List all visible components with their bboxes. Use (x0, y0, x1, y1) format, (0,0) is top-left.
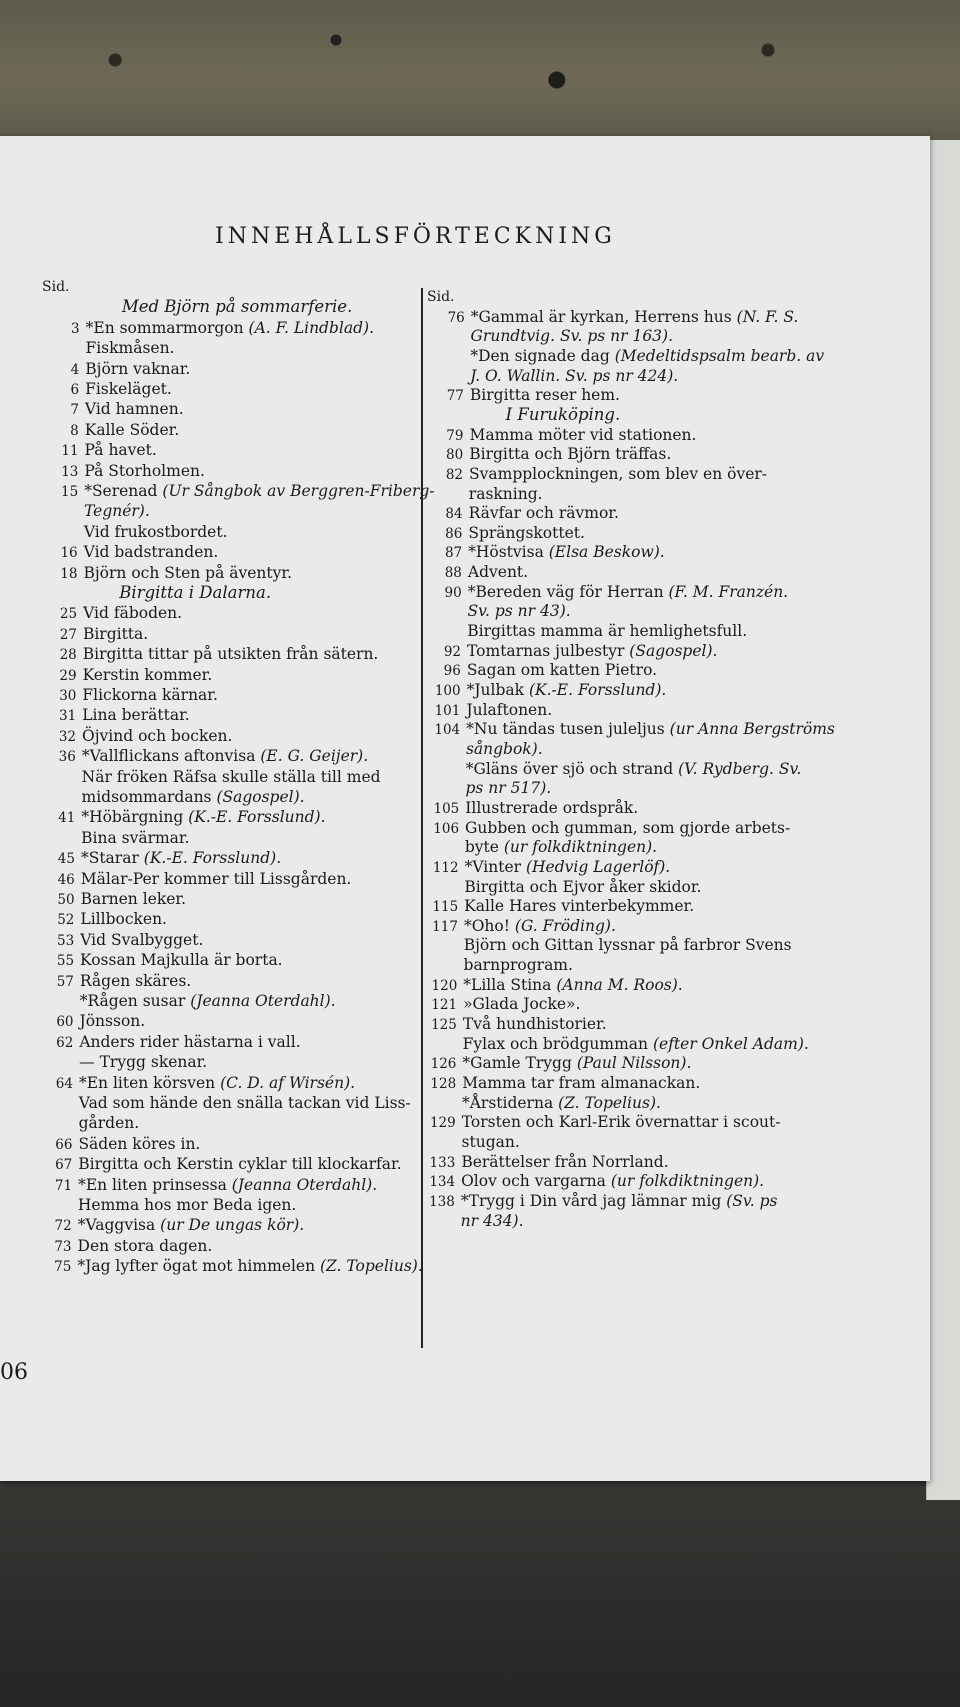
entry-author: (A. F. Lindblad). (243, 318, 374, 337)
entry-author: (K.-E. Forsslund). (524, 681, 667, 699)
toc-entry (50, 462, 205, 481)
toc-entry (48, 727, 232, 746)
entry-author: (ur folkdiktningen). (605, 1172, 765, 1191)
entry-author: Grundtvig. Sv. ps nr 163). (470, 327, 674, 346)
entry-author: (ur folkdiktningen). (498, 838, 658, 857)
entry-title: Bina svärmar. (81, 828, 190, 847)
toc-entry (430, 917, 616, 936)
entry-title: Två hundhistorier. (462, 1015, 607, 1034)
entry-author: (Z. Topelius). (315, 1257, 423, 1276)
entry-title: stugan. (461, 1132, 520, 1151)
page-ref: 32 (58, 728, 77, 745)
entry-title: Säden köres in. (78, 1134, 201, 1153)
entry-title: Vid fäboden. (83, 604, 183, 623)
entry-title: Fiskeläget. (85, 380, 172, 398)
entry-title: *Bereden väg för Herran (467, 582, 664, 601)
page-ref: 4 (70, 361, 80, 378)
entry-author: (C. D. af Wirsén). (215, 1073, 356, 1092)
entry-author: (Jeanna Oterdahl). (226, 1175, 378, 1194)
page-ref: 27 (59, 626, 77, 643)
toc-entry (433, 681, 667, 700)
page-ref: 60 (56, 1014, 74, 1031)
page-ref: 57 (56, 973, 74, 990)
page-ref: 80 (446, 447, 464, 464)
entry-title: midsommardans (81, 788, 212, 806)
entry-author: (Medeltidspsalm bearb. av (609, 346, 825, 365)
entry-title: Rävfar och rävmor. (468, 504, 619, 523)
entry-author: (Hedvig Lagerlöf). (521, 857, 671, 876)
toc-entry (48, 768, 381, 786)
page-ref: 86 (445, 525, 463, 542)
page-ref: 11 (61, 443, 79, 460)
toc-entry (47, 808, 325, 827)
page-ref: 16 (60, 545, 78, 562)
entry-author: (Sagospel). (624, 641, 718, 660)
page-ref: 71 (54, 1177, 73, 1194)
toc-entry (46, 972, 191, 991)
entry-author: ps nr 517). (465, 779, 552, 798)
entry-title: Rågen skäres. (79, 971, 192, 990)
page-ref: 96 (443, 663, 461, 680)
page-ref: 84 (445, 506, 463, 523)
entry-title: Birgitta och Kerstin cyklar till klockarfar. (78, 1155, 402, 1174)
entry-author: (E. G. Geijer). (255, 747, 369, 766)
entry-title: *Höbärgning (81, 808, 184, 827)
toc-entry (437, 308, 799, 327)
entry-title: *En sommarmorgon (85, 318, 244, 337)
entry-title: *Årstiderna (461, 1093, 554, 1112)
toc-entry (434, 563, 528, 582)
page-ref: 128 (430, 1076, 457, 1092)
toc-entry (42, 278, 69, 296)
entry-title: Björn vaknar. (85, 359, 191, 378)
entry-author: (ur De ungas kör). (155, 1216, 305, 1235)
entry-author: (Paul Nilsson). (571, 1054, 692, 1073)
page-ref: 125 (431, 1017, 457, 1034)
next-page-edge (926, 140, 960, 1500)
toc-entry (428, 1094, 661, 1112)
toc-entry (431, 838, 657, 856)
entry-title: »Glada Jocke». (463, 995, 581, 1014)
toc-entry (434, 524, 585, 543)
page-ref: 121 (431, 997, 458, 1014)
toc-entry (435, 465, 767, 484)
page-ref: 92 (443, 643, 462, 660)
page-ref: 77 (446, 388, 464, 405)
toc-entry (429, 976, 682, 995)
page-ref: 53 (57, 932, 75, 949)
entry-title: *Gammal är kyrkan, Herrens hus (470, 307, 732, 326)
toc-entry (49, 645, 379, 664)
page-ref: 45 (57, 851, 75, 868)
entry-title: *Starar (80, 849, 139, 868)
toc-entry (44, 1196, 296, 1214)
toc-entry (431, 799, 638, 818)
toc-entry (430, 897, 694, 916)
page-ref: 138 (429, 1193, 455, 1210)
toc-entry (45, 1114, 140, 1132)
toc-entry (50, 543, 219, 562)
entry-title: Lina berättar. (82, 706, 190, 725)
page-ref: 115 (432, 899, 459, 916)
page-ref: 79 (446, 427, 464, 444)
entry-author: (K.-E. Forsslund). (138, 849, 282, 868)
page-number: 06 (0, 1360, 28, 1385)
toc-entry (49, 604, 182, 623)
toc-entry (431, 819, 790, 838)
page-ref: 90 (444, 584, 462, 601)
entry-title: Birgitta tittar på utsikten från sätern. (82, 645, 379, 664)
page-ref: 8 (70, 422, 79, 439)
toc-entry (432, 760, 802, 778)
entry-title: Kossan Majkulla är borta. (80, 951, 283, 970)
toc-entry (429, 995, 580, 1014)
entry-author: (F. M. Franzén. (663, 582, 789, 601)
toc-entry (432, 740, 543, 758)
entry-title: *Lilla Stina (463, 975, 552, 994)
toc-entry (51, 380, 172, 399)
entry-author: Tegnér). (84, 502, 150, 521)
toc-entry (432, 701, 552, 720)
page-ref: 76 (447, 309, 465, 326)
toc-entry (436, 386, 620, 405)
toc-entry (47, 890, 186, 909)
toc-entry (48, 706, 189, 725)
toc-entry (44, 1135, 200, 1154)
entry-author: (V. Rydberg. Sv. (673, 759, 802, 778)
toc-entry (433, 661, 657, 680)
page-ref: 30 (59, 688, 77, 704)
toc-entry (48, 788, 305, 806)
entry-title: Fylax och brödgumman (462, 1034, 649, 1053)
page-ref: 126 (430, 1056, 457, 1073)
toc-entry (428, 1133, 520, 1151)
page-ref: 72 (54, 1218, 72, 1235)
entry-title: Gubben och gumman, som gjorde arbets- (465, 818, 791, 837)
entry-title: *Serenad (84, 482, 158, 500)
toc-entry (46, 910, 167, 929)
page-ref: 87 (444, 545, 463, 562)
entry-title: Mamma tar fram almanackan. (462, 1074, 701, 1092)
page-ref: 75 (54, 1259, 72, 1276)
entry-author: (N. F. S. (731, 307, 799, 326)
entry-title: Birgitta och Björn träffas. (469, 445, 672, 464)
page-ref: 55 (56, 953, 75, 970)
page-ref: 64 (55, 1075, 73, 1092)
entry-author: (Jeanna Oterdahl). (185, 992, 336, 1010)
page-ref: 28 (59, 647, 77, 664)
entry-title: Birgitta och Ejvor åker skidor. (464, 877, 702, 896)
entry-title: Torsten och Karl-Erik övernattar i scout- (461, 1113, 781, 1132)
toc-entry (45, 1074, 355, 1093)
toc-entry (433, 602, 570, 620)
toc-entry (49, 564, 292, 583)
toc-entry (48, 747, 368, 766)
entry-author: (Z. Topelius). (553, 1093, 661, 1112)
page-ref: 105 (433, 800, 460, 817)
entry-title: raskning. (468, 484, 543, 503)
page-ref: 133 (429, 1154, 456, 1171)
toc-entry (51, 441, 157, 460)
toc-entry (427, 288, 454, 306)
toc-entry (430, 878, 701, 896)
entry-title: Kalle Hares vinterbekymmer. (464, 897, 695, 916)
toc-entry (434, 543, 665, 562)
entry-title: Tomtarnas julbestyr (467, 641, 625, 660)
page-title: INNEHÅLLSFÖRTECKNING (215, 224, 616, 249)
toc-entry (44, 1216, 304, 1235)
toc-entry (428, 1054, 691, 1073)
entry-title: *En liten prinsessa (78, 1175, 227, 1194)
toc-entry (46, 992, 336, 1010)
entry-title: Flickorna kärnar. (82, 686, 218, 704)
entry-author: nr 434). (460, 1211, 524, 1230)
toc-entry (430, 936, 792, 954)
toc-entry (427, 1153, 668, 1172)
entry-title: *Vaggvisa (77, 1216, 156, 1235)
entry-title: Vid Svalbygget. (80, 930, 204, 949)
entry-title: Svampplockningen, som blev en över- (469, 464, 768, 483)
toc-entry (432, 720, 835, 739)
entry-title: Birgittas mamma är hemlighetsfull. (467, 622, 748, 641)
entry-title: När fröken Räfsa skulle ställa till med (81, 767, 381, 786)
toc-entry (437, 327, 673, 345)
entry-title: Björn och Sten på äventyr. (83, 563, 293, 582)
entry-title: Vid hamnen. (84, 400, 184, 419)
entry-title: Vad som hände den snälla tackan vid Liss- (78, 1094, 411, 1112)
toc-entry (436, 347, 824, 365)
toc-entry (431, 858, 671, 877)
page-ref: 13 (61, 463, 79, 480)
entry-title: Berättelser från Norrland. (461, 1152, 669, 1171)
page-ref: 134 (429, 1174, 456, 1191)
toc-entry (44, 1237, 213, 1256)
page-ref: 88 (444, 565, 462, 582)
toc-entry (428, 1113, 781, 1132)
toc-entry (427, 1172, 764, 1191)
page-ref: 31 (59, 708, 77, 725)
column-divider (421, 288, 423, 1348)
entry-title: Mamma möter vid stationen. (469, 425, 697, 444)
toc-entry (436, 367, 678, 385)
entry-title: Fiskmåsen. (85, 339, 175, 358)
toc-entry (429, 1035, 809, 1053)
entry-title: Olov och vargarna (461, 1172, 606, 1191)
toc-entry (44, 1155, 401, 1174)
entry-author: (ur Anna Bergströms (664, 720, 835, 739)
entry-title: Kalle Söder. (84, 420, 180, 439)
toc-entry (49, 666, 213, 685)
entry-title: *Höstvisa (468, 543, 544, 562)
entry-title: Anders rider hästarna i vall. (79, 1032, 301, 1051)
toc-entry (428, 1074, 700, 1093)
toc-entry (433, 642, 717, 661)
entry-title: Den stora dagen. (77, 1236, 213, 1255)
page-ref: 46 (57, 871, 75, 888)
entry-title: Vid badstranden. (83, 543, 219, 562)
page-ref: 66 (55, 1136, 73, 1153)
entry-title: Jönsson. (79, 1012, 146, 1031)
entry-author: (Sagospel). (211, 788, 305, 806)
entry-title: Birgitta reser hem. (469, 386, 620, 405)
toc-entry (433, 622, 747, 640)
entry-author: (Sv. ps (721, 1191, 778, 1210)
page-ref: 52 (57, 912, 75, 929)
entry-title: Mälar-Per kommer till Lissgården. (80, 869, 352, 888)
toc-entry (430, 956, 573, 974)
entry-author: (G. Fröding). (509, 916, 616, 935)
toc-entry (435, 445, 671, 464)
entry-title: — Trygg skenar. (79, 1053, 208, 1072)
entry-title: Julaftonen. (466, 700, 553, 719)
page-ref: 73 (54, 1238, 72, 1255)
entry-title: På havet. (84, 441, 157, 460)
toc-entry (50, 482, 434, 501)
toc-entry (119, 584, 271, 602)
toc-entry (432, 779, 552, 797)
toc-entry (45, 1033, 300, 1052)
entry-title: Illustrerade ordspråk. (465, 798, 639, 817)
page-ref: 106 (433, 820, 460, 837)
page-ref: 117 (432, 918, 458, 935)
entry-title: *Vallflickans aftonvisa (81, 747, 256, 766)
entry-title: Advent. (467, 563, 529, 582)
page-ref: 82 (445, 466, 464, 483)
entry-title: Hemma hos mor Beda igen. (77, 1196, 297, 1214)
entry-title: *En liten körsven (78, 1073, 216, 1092)
page-ref: 104 (434, 722, 461, 739)
entry-title: *Nu tändas tusen juleljus (466, 720, 665, 739)
page-ref: 112 (432, 859, 459, 876)
page-ref: 6 (70, 382, 80, 398)
entry-title: Barnen leker. (80, 890, 187, 908)
toc-entry (434, 583, 788, 602)
section-heading: Med Björn på sommarferie. (121, 297, 353, 317)
entry-author: J. O. Wallin. Sv. ps nr 424). (470, 366, 679, 385)
toc-entry (51, 360, 190, 379)
toc-entry (429, 1015, 607, 1034)
section-heading: I Furuköping. (505, 404, 621, 424)
toc-entry (46, 1012, 146, 1031)
entry-author: sångbok). (465, 739, 543, 758)
entry-title: *Trygg i Din vård jag lämnar mig (460, 1191, 722, 1210)
toc-entry (43, 1257, 422, 1276)
entry-author: (Anna M. Roos). (551, 975, 683, 994)
sid-label: Sid. (427, 289, 455, 305)
toc-entry (52, 319, 374, 338)
toc-entry (49, 625, 148, 644)
page-ref: 7 (70, 402, 79, 419)
entry-title: Kerstin kommer. (82, 665, 213, 684)
page-ref: 18 (60, 565, 78, 582)
entry-title: *Gläns över sjö och strand (465, 759, 674, 778)
toc-entry (51, 421, 180, 440)
page-ref: 15 (61, 484, 79, 500)
entry-title: *Jag lyfter ögat mot himmelen (77, 1257, 316, 1276)
entry-title: gården. (78, 1114, 140, 1133)
toc-entry (50, 502, 150, 520)
entry-author: (efter Onkel Adam). (648, 1034, 809, 1053)
entry-author: (Ur Sångbok av Berggren-Friberg- (157, 482, 435, 500)
toc-entry (48, 686, 218, 705)
toc-entry (435, 485, 543, 503)
page-ref: 129 (429, 1115, 456, 1132)
toc-entry (45, 1094, 411, 1112)
toc-entry (435, 504, 619, 523)
entry-title: Sprängskottet. (468, 523, 585, 542)
entry-author: (K.-E. Forsslund). (183, 808, 326, 827)
toc-entry (46, 931, 203, 950)
toc-entry (50, 523, 228, 541)
toc-entry (427, 1192, 778, 1211)
entry-title: Lillbocken. (80, 910, 167, 929)
entry-title: *Rågen susar (79, 992, 186, 1010)
entry-title: *Den signade dag (470, 346, 610, 365)
page-ref: 29 (59, 667, 77, 684)
toc-entry (51, 400, 184, 419)
entry-title: *Gamle Trygg (462, 1054, 572, 1073)
toc-entry (47, 829, 189, 847)
toc-entry (47, 870, 352, 889)
page-ref: 100 (434, 683, 461, 699)
entry-title: *Oho! (463, 916, 510, 935)
floor-background (0, 1460, 960, 1707)
page-ref: 120 (431, 977, 458, 994)
page-ref: 41 (58, 810, 76, 827)
page-ref: 101 (434, 702, 461, 719)
toc-entry (45, 1053, 207, 1071)
toc-entry (506, 406, 621, 424)
entry-title: Björn och Gittan lyssnar på farbror Svens (463, 936, 792, 955)
entry-author: (Elsa Beskow). (543, 543, 665, 562)
entry-title: Vid frukostbordet. (83, 522, 228, 541)
entry-title: byte (464, 838, 499, 857)
entry-title: Sagan om katten Pietro. (466, 661, 658, 680)
page-ref: 25 (59, 606, 78, 623)
toc-entry (122, 298, 353, 316)
page-ref: 67 (55, 1157, 73, 1174)
page-ref: 36 (58, 749, 76, 766)
entry-title: På Storholmen. (84, 461, 205, 480)
toc-entry (51, 339, 174, 357)
entry-title: Öjvind och bocken. (82, 726, 233, 745)
entry-title: *Julbak (466, 681, 525, 699)
toc-entry (46, 951, 283, 970)
entry-author: Sv. ps nr 43). (467, 602, 571, 621)
entry-title: Birgitta. (82, 624, 149, 643)
toc-entry (47, 849, 281, 868)
toc-entry (427, 1212, 524, 1230)
page-ref: 62 (56, 1034, 74, 1051)
section-heading: Birgitta i Dalarna. (119, 583, 272, 602)
toc-entry (435, 426, 696, 445)
sid-label: Sid. (42, 279, 70, 295)
toc-entry (44, 1176, 377, 1195)
entry-title: *Vinter (464, 857, 522, 876)
page-ref: 50 (57, 892, 75, 908)
page-ref: 3 (71, 320, 80, 337)
entry-title: barnprogram. (463, 956, 573, 975)
